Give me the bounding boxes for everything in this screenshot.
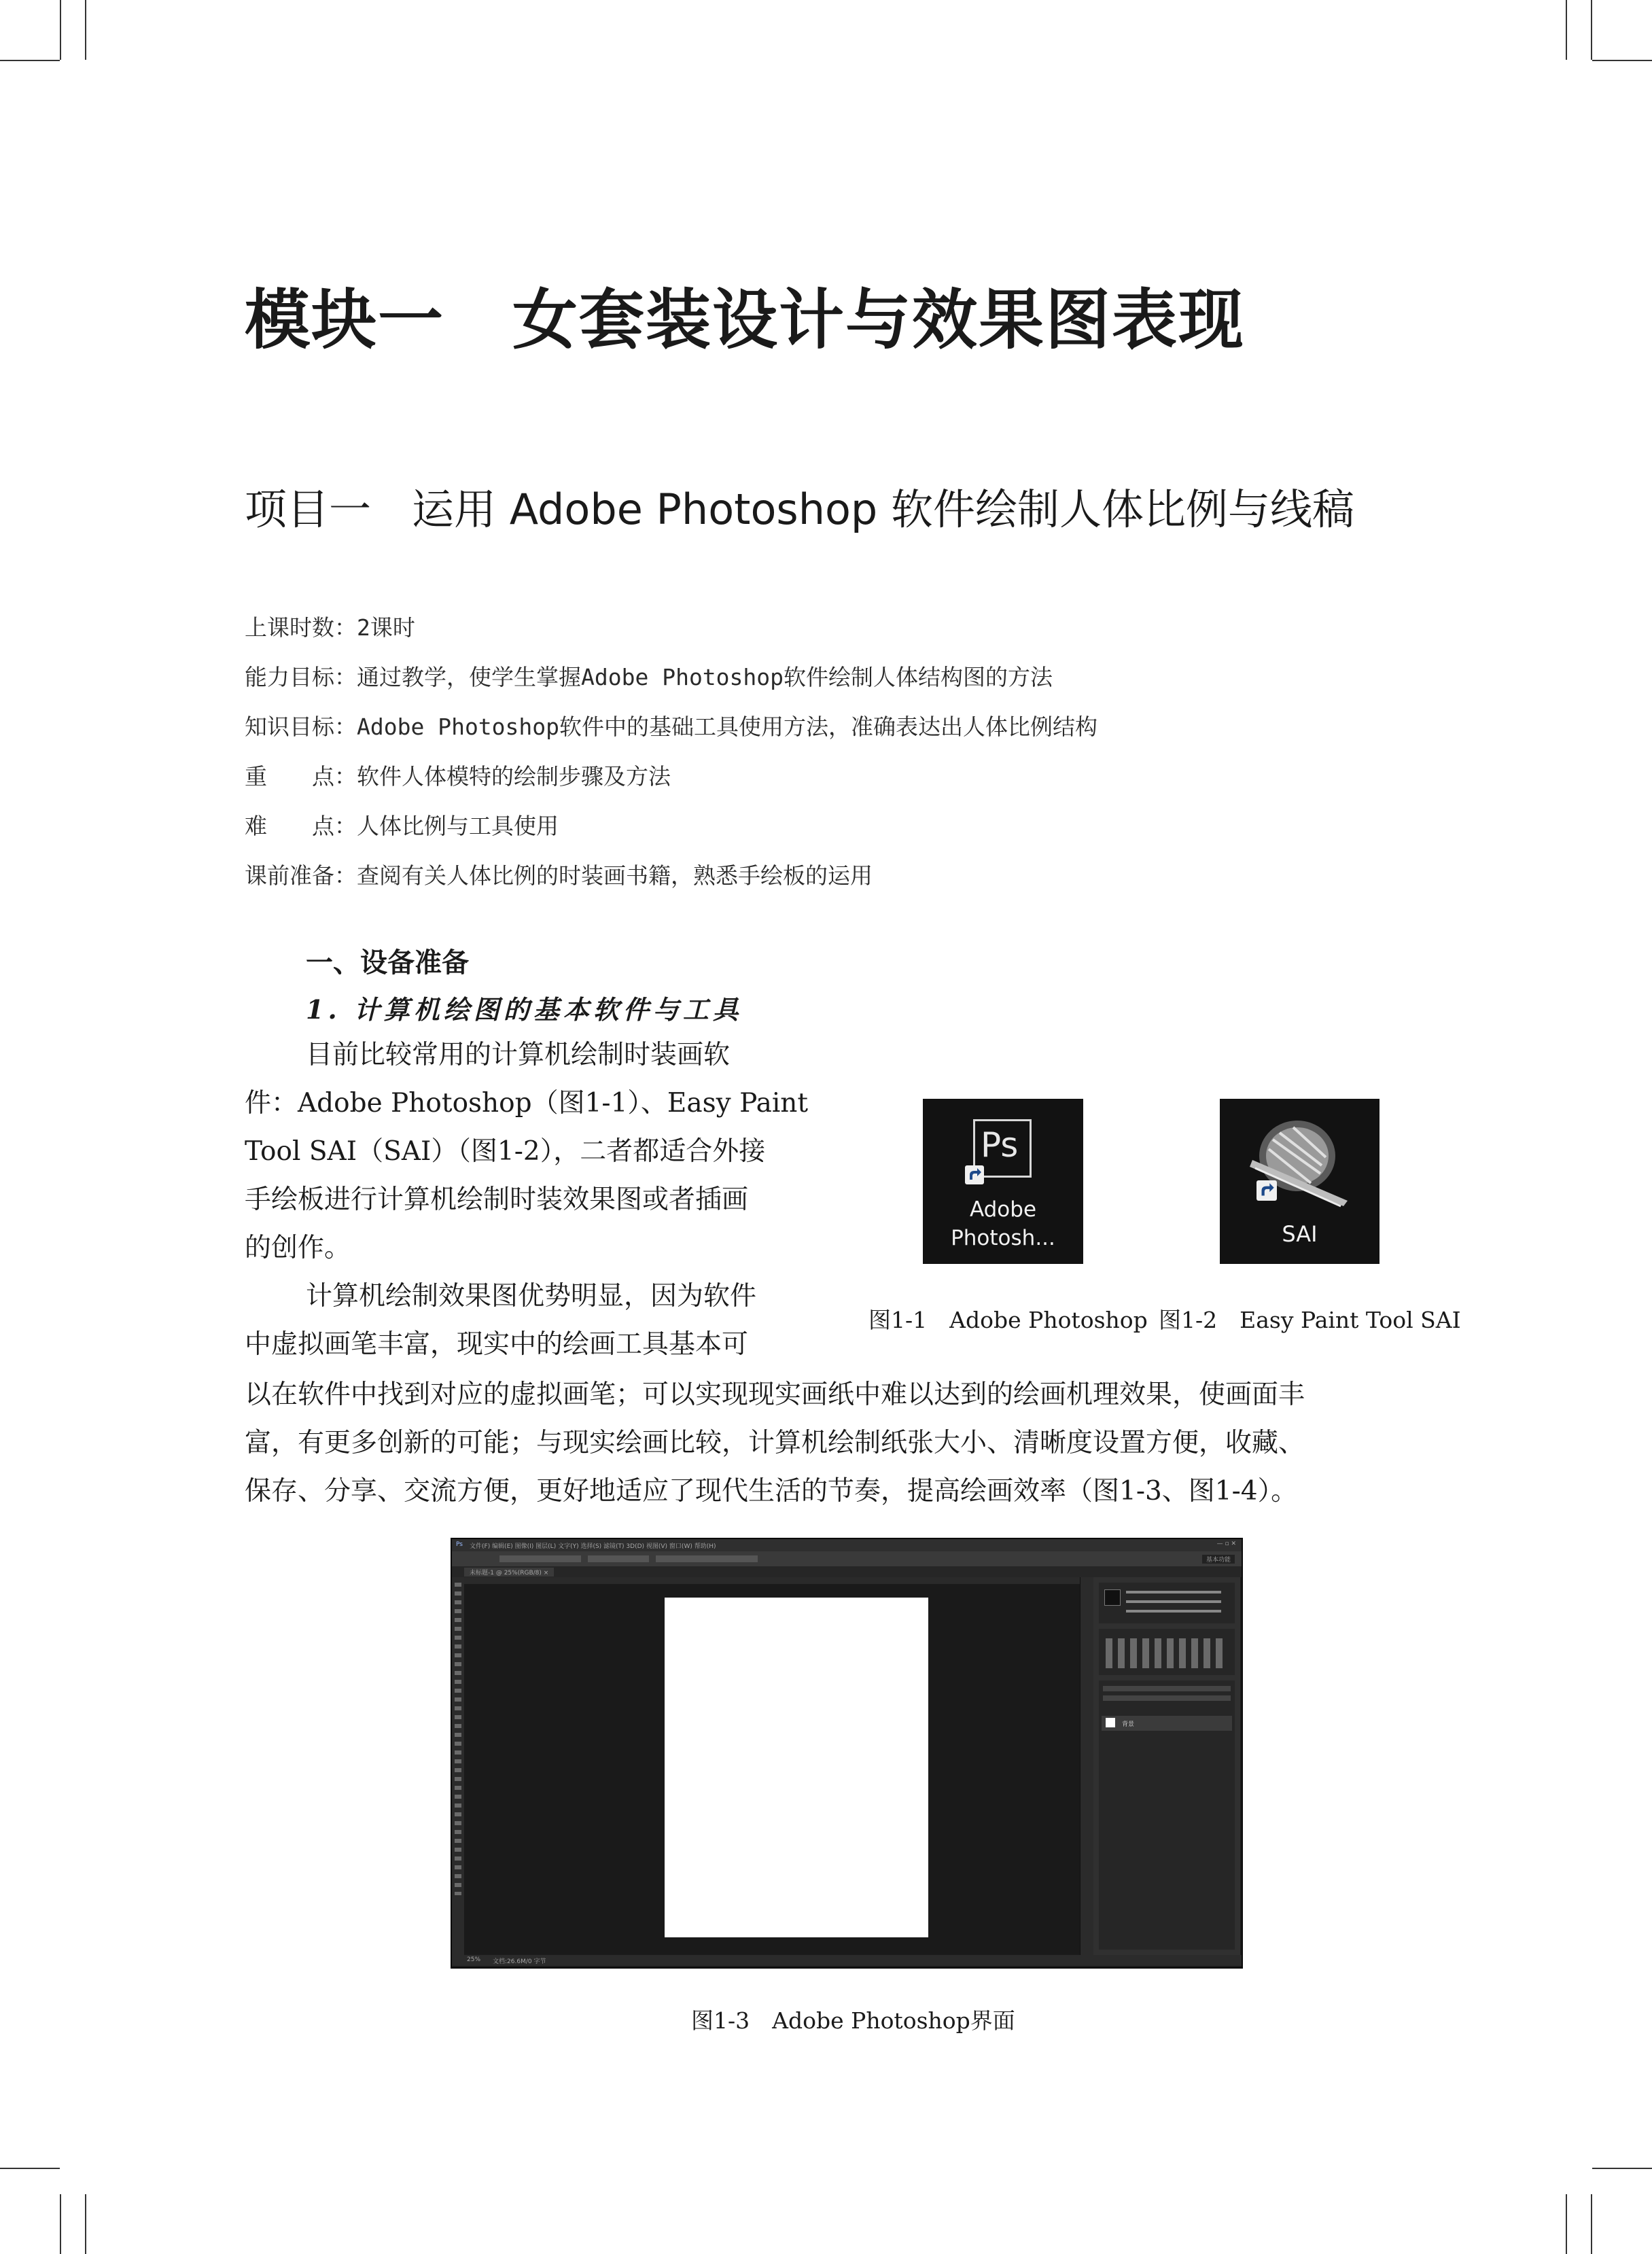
ps-tab-bar: [452, 1566, 1242, 1577]
shortcut-arrow-icon: [965, 1165, 984, 1184]
project-prefix: 项目一: [245, 485, 372, 534]
ps-layer-name: 背景: [1122, 1721, 1135, 1728]
ps-menu-bar: [452, 1539, 1242, 1551]
paragraph-line: 中虚拟画笔丰富，现实中的绘画工具基本可: [245, 1329, 749, 1360]
module-title-text: 女套装设计与效果图表现: [512, 281, 1245, 358]
ps-icon-label-2: Photosh...: [951, 1226, 1055, 1250]
paragraph-line: 保存、分享、交流方便，更好地适应了现代生活的节奏，提高绘画效率（图1-3、图1-4）。: [245, 1476, 1298, 1507]
paragraph-line: 件：Adobe Photoshop（图1-1）、Easy Paint: [245, 1088, 809, 1119]
caption-fig1-2: 图1-2 Easy Paint Tool SAI: [1159, 1307, 1461, 1333]
meta-preparation: 课前准备：查阅有关人体比例的时装画书籍，熟悉手绘板的运用: [245, 862, 873, 889]
meta-hours: 上课时数：2课时: [245, 614, 415, 641]
meta-difficulty: 难 点：人体比例与工具使用: [245, 813, 559, 839]
photoshop-interface-screenshot: [451, 1538, 1243, 1969]
caption-fig1-1: 图1-1 Adobe Photoshop: [868, 1307, 1148, 1333]
paragraph-line: 富，有更多创新的可能；与现实绘画比较，计算机绘制纸张大小、清晰度设置方便，收藏、: [245, 1428, 1305, 1458]
module-title: [245, 268, 1245, 362]
ps-document-tab: 未标题-1 @ 25%(RGB/8) ×: [464, 1568, 554, 1577]
meta-key-point: 重 点：软件人体模特的绘制步骤及方法: [245, 763, 671, 790]
ps-icon-label-1: Adobe: [969, 1197, 1037, 1222]
ps-layers-panel: [1099, 1680, 1235, 1950]
paragraph-line: 计算机绘制效果图优势明显，因为软件: [306, 1281, 757, 1311]
ps-window-controls: — ▫ ✕: [1216, 1540, 1236, 1547]
paragraph-line: 以在软件中找到对应的虚拟画笔；可以实现现实画纸中难以达到的绘画机理效果，使画面丰: [245, 1379, 1305, 1410]
ps-canvas-area: [464, 1584, 1080, 1954]
ps-workspace-label: 基本功能: [1202, 1555, 1235, 1564]
ps-options-bar: [452, 1551, 1242, 1566]
photoshop-desktop-icon: [923, 1099, 1083, 1264]
project-title-text: 运用 Adobe Photoshop 软件绘制人体比例与线稿: [412, 485, 1354, 534]
sai-icon-label: SAI: [1282, 1221, 1318, 1247]
paragraph-line: 的创作。: [245, 1233, 351, 1263]
ps-adjustments-panel: [1099, 1629, 1235, 1675]
project-title: [245, 476, 1354, 536]
ps-menu-items: 文件(F) 编辑(E) 图像(I) 图层(L) 文字(Y) 选择(S) 滤镜(T) 3D(D) 视图(V) 窗口(W) 帮助(H): [470, 1543, 716, 1550]
ps-status-bar: [452, 1955, 1242, 1966]
caption-fig1-3: 图1-3 Adobe Photoshop界面: [691, 2007, 1015, 2034]
ps-panel-strip: [1080, 1577, 1094, 1955]
ps-color-panel: [1099, 1583, 1235, 1623]
module-prefix: 模块一: [245, 281, 444, 358]
section-heading: 一、设备准备: [306, 947, 469, 979]
sub-heading: 1. 计算机绘图的基本软件与工具: [306, 994, 743, 1025]
ps-toolbar: [452, 1577, 464, 1955]
ps-doc-size: 文档:26.6M/0 字节: [493, 1958, 546, 1965]
meta-knowledge-goal: 知识目标：Adobe Photoshop软件中的基础工具使用方法，准确表达出人体比例结构: [245, 714, 1098, 740]
ps-canvas-document: [665, 1598, 928, 1937]
paragraph-line: Tool SAI（SAI）（图1-2），二者都适合外接: [245, 1136, 766, 1167]
shortcut-arrow-icon: [1256, 1180, 1277, 1201]
ps-layer-row: [1102, 1716, 1232, 1731]
meta-ability-goal: 能力目标：通过教学，使学生掌握Adobe Photoshop软件绘制人体结构图的方法: [245, 664, 1053, 690]
ps-logo-text: Ps: [981, 1125, 1019, 1165]
ps-right-panels: [1093, 1577, 1240, 1955]
paragraph-line: 目前比较常用的计算机绘制时装画软: [306, 1040, 731, 1070]
ps-app-icon: Ps: [456, 1541, 463, 1548]
paragraph-line: 手绘板进行计算机绘制时装效果图或者插画: [245, 1184, 749, 1215]
sai-desktop-icon: [1220, 1099, 1379, 1264]
ps-zoom-level: 25%: [467, 1956, 481, 1963]
